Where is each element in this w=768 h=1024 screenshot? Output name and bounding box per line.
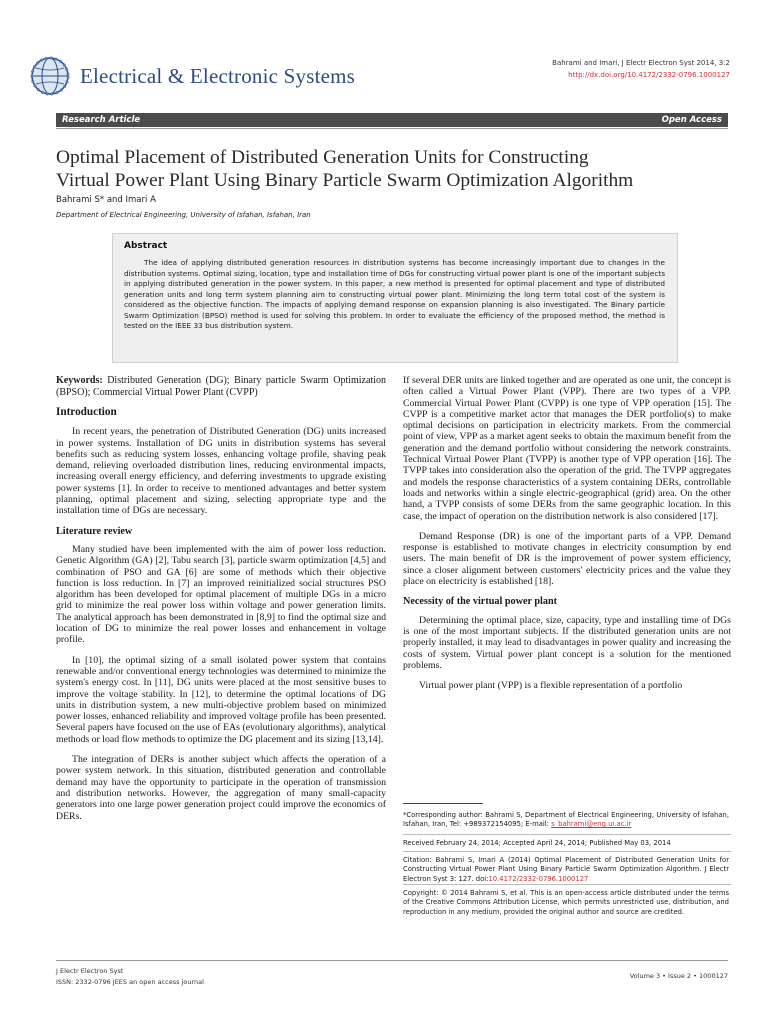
copyright-block: Copyright: © 2014 Bahrami S, et al. This is an open-access article distributed under the terms of the Creative Commons Attribution License, which permits unrestricted use, distribution, and reproduction in any medium, provided the original author and source are credited. — [403, 889, 729, 916]
literature-paragraph-1: Many studied have been implemented with the aim of power loss reduction. Genetic Algorithm (GA) [2], Tabu search [3], particle swarm optimization [4,5] and combination of PSO and GA [6] are some of methods which their objective function is loss reduction. In [7] an improved reinitialized social structures PSO algorithm has been developed for optimal placement of multiple DGs in a micro grid to minimize the real power loss within voltage and power generation limits. The analytical approach has been demonstrated in [8,9] to find the optimal size and location of DG to minimize the real power losses and enhancement in voltage profile. — [56, 543, 386, 646]
authors: Bahrami S* and Imari A — [56, 195, 156, 205]
footer-journal-abbrev: J Electr Electron Syst — [56, 967, 124, 975]
literature-paragraph-3: The integration of DERs is another subject which affects the operation of a power system network. In this situation, distributed generation and controllable demand may have the opportunity to participate in the operation of transmission and distribution networks. However, the aggregation of many small-capacity generators into one large power generation project could improve the economics of DERs. — [56, 754, 386, 822]
footer-divider — [56, 960, 728, 961]
footnote-rule — [403, 803, 483, 804]
author-email-link[interactable]: s_bahrami@eng.ui.ac.ir — [551, 820, 632, 829]
title-line-1: Optimal Placement of Distributed Generation Units for Constructing — [56, 147, 589, 168]
article-title — [56, 146, 746, 192]
literature-review-heading: Literature review — [56, 525, 133, 537]
citation-block — [403, 856, 729, 884]
abstract-heading: Abstract — [124, 241, 168, 251]
right-column — [403, 375, 731, 700]
footer-volume: Volume 3 • Issue 2 • 1000127 — [629, 972, 728, 980]
citation-doi-link[interactable]: 10.4172/2332-0796.1000127 — [488, 874, 589, 883]
right-paragraph-4: Virtual power plant (VPP) is a flexible representation of a portfolio — [419, 680, 683, 692]
citation-line: Bahrami and Imari, J Electr Electron Syst 2014, 3:2 — [552, 59, 730, 67]
intro-paragraph-1: In recent years, the penetration of Distributed Generation (DG) units increased in power systems. Installation of DG units in distribution systems has several benefits such as reducing system losses, enhancing voltage profile, shaving peak demand, relieving overloaded distribution lines, reducing environmental impacts, increasing overall energy efficiency, and deferring investments to upgrade existing power systems [1]. In order to receive to mentioned advantages and better system planning, optimal placement and sizing, selecting appropriate type and the installation time of DGs are necessary. — [56, 426, 386, 517]
right-paragraph-1: If several DER units are linked together and are operated as one unit, the concept is often called a Virtual Power Plant (VPP). There are two types of a VPP. Commercial Virtual Power Plant (CVPP) is one type of VPP operation [15]. The CVPP is a competitive market actor that manages the DER portfolio(s) to make optimal decisions on participation in electricity markets. From the commercial point of view, VPP as a market agent seeks to obtain the maximum benefit from the generation and the demand portfolio without considering the network constraints. Technical Virtual Power Plant (TVPP) is another type of VPP operation [16]. The TVPP takes into consideration also the operation of the grid. The TVPP aggregates and models the response characteristics of a system containing DERs, controllable loads and networks within a single electric-geographical (grid) area. On the other hand, a TVPP consists of some DERs from the same geographic location. In this case, the impact of operation on the distribution network is also considered [17]. — [403, 375, 731, 522]
right-paragraph-3: Determining the optimal place, size, capacity, type and installing time of DGs is one of the most important subjects. If the distributed generation units are not properly installed, it may lead to disadvantages in power quality and increasing the costs of system. Virtual power plant concept is a solution for the mentioned problems. — [403, 614, 731, 671]
journal-title: Electrical & Electronic Systems — [80, 64, 356, 88]
header-citation — [552, 57, 730, 81]
right-paragraph-2: Demand Response (DR) is one of the important parts of a VPP. Demand response is established to motivate changes in electricity consumption by end users. The main benefit of DR is the improvement of power system efficiency, since a closer alignment between customers' electricity prices and the value they place on electricity is established [18]. — [403, 530, 731, 588]
banner-divider — [56, 128, 728, 129]
dates-line: Received February 24, 2014; Accepted April 24, 2014; Published May 03, 2014 — [403, 839, 671, 847]
introduction-heading: Introduction — [56, 406, 117, 418]
corresponding-author — [403, 811, 729, 830]
keywords — [56, 375, 386, 398]
left-column — [56, 375, 386, 831]
doi-link[interactable]: http://dx.doi.org/10.4172/2332-0796.1000127 — [568, 71, 730, 79]
banner-open-access: Open Access — [661, 115, 722, 125]
footnote-divider-2 — [403, 851, 731, 852]
footer-journal-info — [56, 966, 204, 988]
keywords-text: Distributed Generation (DG); Binary particle Swarm Optimization (BPSO); Commercial Virtual Power Plant (CVPP) — [56, 375, 386, 398]
footnote-divider-1 — [403, 834, 731, 835]
citation-text: Citation: Bahrami S, Imari A (2014) Optimal Placement of Distributed Generation Units for Constructing Virtual Power Plant Using Binary Particle Swarm Optimization Algorithm. J Electr Electron Syst 3: 127. doi: — [403, 856, 729, 883]
banner-research-article: Research Article — [62, 115, 141, 125]
journal-logo-globe-icon — [30, 56, 70, 96]
literature-paragraph-2: In [10], the optimal sizing of a small isolated power system that contains renewable and/or conventional energy technologies was determined to minimize the system's energy cost. In [11], DG units were placed at the most sensitive buses to improve the voltage stability. In [12], to determine the optimal locations of DG units in distribution system, a new multi-objective problem based on minimized power losses, enhanced reliability and improved voltage profile has been presented. Several papers have focused on the use of EAs (evolutionary algorithms), analytical methods or load flow methods to optimize the DG placement and its sizing [13,14]. — [56, 654, 386, 745]
footer-issn: ISSN: 2332-0796 JEES an open access journal — [56, 978, 204, 986]
footnote-divider-3 — [403, 884, 731, 885]
abstract-box — [112, 233, 678, 363]
article-type-banner — [56, 113, 728, 127]
affiliation: Department of Electrical Engineering, University of Isfahan, Isfahan, Iran — [56, 211, 311, 219]
corresponding-author-text: *Corresponding author: Bahrami S, Department of Electrical Engineering, University of Isfahan, Isfahan, Iran, Tel: +989372154095; E-mail: — [403, 811, 729, 829]
abstract-text: The idea of applying distributed generation resources in distribution systems has become increasingly important due to changes in the distribution systems. Optimal sizing, location, type and installation time of DGs for constructing virtual power plant is one of the important subjects in applying distributed generation in the power system. In this paper, a new method is presented for optimal placement and type of distributed generation units and long term system planning aim to constructing virtual power plant. Minimizing the long term total cost of the system is considered as the objective function. The impacts of applying demand response on expansion planning is also investigated. The Binary particle Swarm Optimization (BPSO) method is used for solving this problem. In order to evaluate the efficiency of the proposed method, the method is tested on the IEEE 33 bus distribution system. — [124, 258, 665, 330]
necessity-heading: Necessity of the virtual power plant — [403, 596, 558, 608]
title-line-2: Virtual Power Plant Using Binary Particle Swarm Optimization Algorithm — [56, 170, 634, 191]
keywords-label: Keywords: — [56, 375, 103, 386]
